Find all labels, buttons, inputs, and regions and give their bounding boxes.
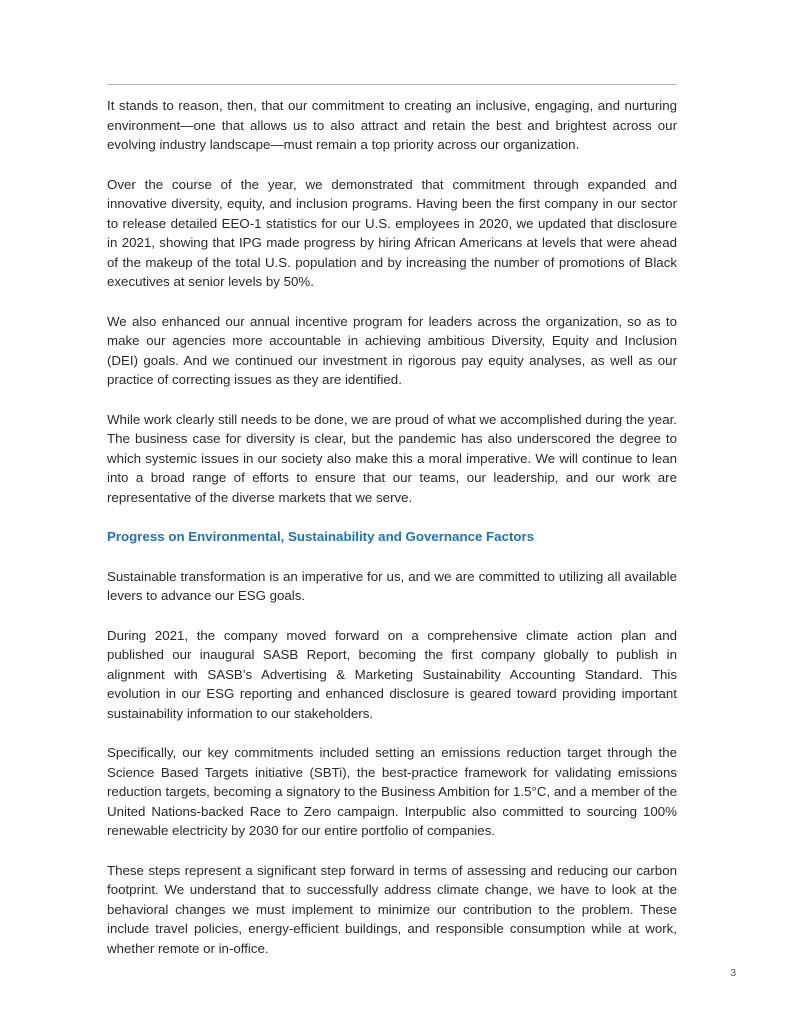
paragraph-key-commitments: Specifically, our key commitments included setting an emissions reduction target through the Science Based Targets initiative (SBTi), the best-practice framework for validating emissions reduction targets, becoming a signatory to the Business Ambition for 1.5°C, and a member of the United Nations-backed Race to Zero campaign. Interpublic also committed to sourcing 100% renewable electricity by 2030 for our entire portfolio of companies. bbox=[107, 745, 677, 838]
paragraph-diversity-business-case: While work clearly still needs to be done, we are proud of what we accomplished during the year. The business case for diversity is clear, but the pandemic has also underscored the degree to which systemic issues in our society also make this a moral imperative. We will continue to lean into a broad range of efforts to ensure that our teams, our leadership, and our work are representative of the diverse markets that we serve. bbox=[107, 411, 677, 505]
paragraph-carbon-footprint: These steps represent a significant step forward in terms of assessing and reducing our carbon footprint. We understand that to successfully address climate change, we have to look at the behavioral changes we must implement to minimize our contribution to the problem. These include travel policies, energy-efficient buildings, and responsible consumption while at work, whether remote or in-office. bbox=[107, 862, 677, 956]
header-divider bbox=[107, 84, 677, 85]
document-body bbox=[107, 96, 677, 978]
paragraph-incentive-program: We also enhanced our annual incentive program for leaders across the organization, so as to make our agencies more accountable in achieving ambitious Diversity, Equity and Inclusion (DEI) goals. And we continued our investment in rigorous pay equity analyses, as well as our practice of correcting issues as they are identified. bbox=[107, 313, 677, 387]
paragraph-sasb-report: During 2021, the company moved forward on a comprehensive climate action plan and published our inaugural SASB Report, becoming the first company globally to publish in alignment with SASB’s Advertising & Marketing Sustainability Accounting Standard. This evolution in our ESG reporting and enhanced disclosure is geared toward providing important sustainability information to our stakeholders. bbox=[107, 627, 677, 721]
paragraph-sustainable-transformation: Sustainable transformation is an imperative for us, and we are committed to utilizing all available levers to advance our ESG goals. bbox=[107, 568, 677, 603]
section-heading-esg: Progress on Environmental, Sustainability and Governance Factors bbox=[107, 529, 535, 544]
paragraph-dei-commitment: It stands to reason, then, that our commitment to creating an inclusive, engaging, and nurturing environment—one that allows us to also attract and retain the best and brightest across our evolving industry landscape—must remain a top priority across our organization. bbox=[107, 98, 677, 152]
page-number: 3 bbox=[730, 968, 736, 979]
paragraph-dei-programs: Over the course of the year, we demonstrated that commitment through expanded and innovative diversity, equity, and inclusion programs. Having been the first company in our sector to release detailed EEO-1 statistics for our U.S. employees in 2020, we updated that disclosure in 2021, showing that IPG made progress by hiring African Americans at levels that were ahead of the makeup of the total U.S. population and by increasing the number of promotions of Black executives at senior levels by 50%. bbox=[107, 176, 677, 289]
